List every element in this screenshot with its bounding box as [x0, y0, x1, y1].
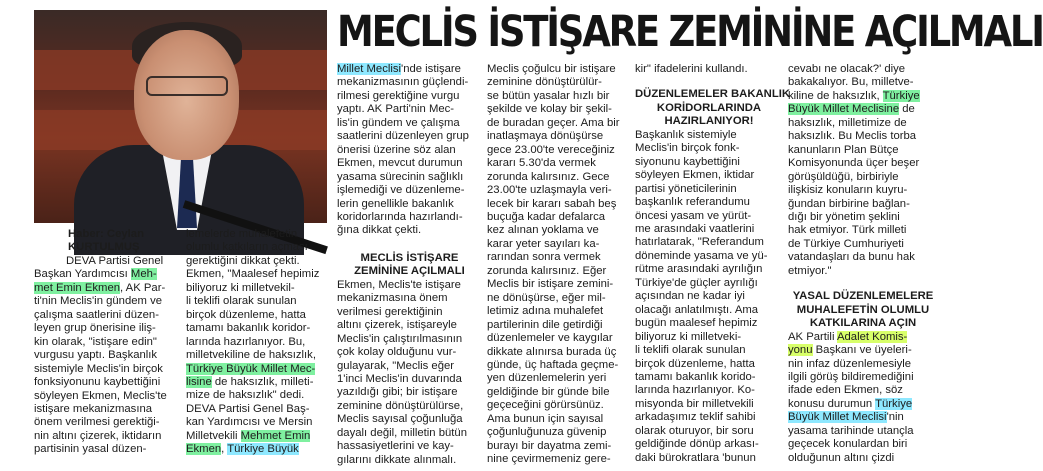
text-line: birçok düzenleme, hatta [635, 357, 755, 370]
text-line: hatırlatarak, "Referandum [635, 236, 764, 249]
text-line: inatlaşmaya dönüşürse [487, 130, 604, 143]
text-line: çalışma saatlerini düzen- [34, 308, 159, 321]
text-line: başkanlık referandumu [635, 196, 750, 209]
text-line: kin olarak, "istişare edin" [34, 335, 157, 348]
text-line: olarak oturuyor, bir soru [635, 424, 754, 437]
text-line: altını çizerek, istişareyle [337, 319, 457, 332]
text-line: gerektiğini dikkat çekti. [186, 254, 300, 267]
text-line: gulayarak, "Meclis eğer [337, 359, 455, 372]
text-line: Komisyonunda üçer beşer [788, 157, 920, 170]
text-run: de haksızlık, milleti- [211, 375, 314, 388]
text-line: zeminine dönüştürülürse, [337, 399, 464, 412]
text-line: dayalı değil, milletin bütün [337, 426, 467, 439]
text-line: Başkanlık sistemiyle [635, 128, 737, 141]
column-2 [186, 228, 331, 457]
text-line [788, 331, 938, 344]
text-line: leyen grup önerisine iliş- [34, 322, 156, 335]
text-line: kanunların Plan Bütçe [788, 143, 899, 156]
text-line: mekanizmasına önem [337, 292, 448, 305]
subheading: KATKILARINA AÇIN [809, 317, 917, 330]
text-line: kez alınan yoklama ve [487, 224, 599, 237]
text-line: vurgusu yaptı. Başkanlık [34, 349, 158, 362]
text-line: partisi yöneticilerinin [635, 182, 737, 195]
text-run: Başkan Yardımcısı [34, 268, 131, 281]
text-line: letimiz adına muhalefet [487, 305, 604, 318]
text-line: DEVA Partisi Genel Baş- [186, 402, 310, 415]
text-line: biliyoruz ki milletvekil- [186, 281, 295, 294]
text-line: dikkate alınırsa burada üç [487, 345, 617, 358]
text-line: daki bürokratlara 'bunun [635, 451, 756, 464]
text-line: ğundan birbirine bağlan- [788, 197, 910, 210]
text-line: DEVA Partisi Genel [66, 255, 164, 267]
text-line: görüşüldüğü, birbiriyle [788, 170, 899, 183]
text-line: li teklifi olarak sunulan [186, 295, 297, 308]
text-line: tamamı bakanlık korido- [635, 370, 756, 383]
text-line: açısından ne kadar iyi [635, 290, 745, 303]
text-line: me arasındaki vaatlerini [635, 222, 755, 235]
column-1 [68, 228, 196, 255]
text-line: Meclis'in çalıştırılmasının [337, 332, 463, 345]
highlight: Adalet Komis- [836, 330, 908, 343]
text-line: birçok düzenleme, hatta [186, 308, 306, 321]
text-line [788, 398, 938, 411]
text-line: rilmesi gerektiğine vurgu [337, 89, 460, 102]
text-line: sistemiyle Meclis'in birçok [34, 362, 163, 375]
highlight: yonu [788, 344, 813, 357]
column-5 [635, 63, 791, 465]
text-line: lerin genellikle bakanlık [337, 197, 454, 210]
text-line [186, 443, 331, 456]
text-line: nin infaz düzenlemesiyle [788, 357, 912, 370]
text-line: biliyoruz ki milletveki- [635, 330, 742, 343]
highlight: Türkiye Büyük [227, 443, 299, 456]
text-line: kararı 5.30'da vermek [487, 157, 596, 170]
text-run: AK Partili [788, 330, 837, 343]
text-line: 23.00'te uzlaşmayla veri- [487, 184, 612, 197]
highlight: Büyük Millet Meclisine [788, 103, 900, 116]
text-line [186, 363, 331, 376]
text-line: milletvekiline de haksızlık, [186, 349, 316, 362]
subheading: YASAL DÜZENLEMELERE [792, 290, 934, 303]
text-line: partisinin yasal düzen- [34, 443, 147, 456]
text-line: zorunda kalırsınız. Gece [487, 170, 610, 183]
text-line: çoğunluğunuza güvenip [487, 426, 607, 439]
column-1-body [34, 255, 194, 457]
text-line: zeminine dönüştürülür- [487, 76, 602, 89]
text-line: lemelerde muhalefetin [186, 228, 298, 240]
text-line: misyonda bir milletvekili [635, 397, 754, 410]
text-line [788, 90, 938, 103]
subheading: ZEMİNİNE AÇILMALI [354, 265, 465, 278]
text-line: li teklifi olarak sunulan [635, 344, 746, 357]
text-line: ilişkisiz konuların kuyru- [788, 184, 908, 197]
text-line: Ekmen, Meclis'te istişare [337, 278, 461, 291]
text-line: haksızlık. Bu Meclis torba [788, 130, 917, 143]
text-line: hak etmiyor. Türk milleti [788, 224, 907, 237]
text-line: etmiyor." [788, 264, 832, 277]
text-run: kiline de haksızlık, [788, 89, 883, 102]
text-line: istişare mekanizmasına [34, 402, 153, 415]
text-line: döneminde yasama ve yü- [635, 249, 768, 262]
text-run: Başkanı ve üyeleri- [812, 344, 912, 357]
text-line: lecek bir kararı sabah beş [487, 197, 617, 210]
text-line: haksızlık, milletimize de [788, 116, 907, 129]
text-line: cevabı ne olacak?' diye [788, 63, 906, 75]
text-line: partilerinin dile getirdiği [487, 318, 603, 331]
text-line: nine çevirmemeniz gere- [487, 453, 611, 466]
text-line: ilgili görüş bildiremediğini [788, 370, 914, 383]
highlight: met Emin Ekmen [34, 281, 121, 294]
text-line [186, 376, 331, 389]
text-line: geçecek konulardan biri [788, 438, 908, 451]
text-line: önerisi üzerine söz alan [337, 143, 456, 156]
text-line: Meclis'in birçok fonk- [635, 142, 740, 155]
text-line: nin altını çizerek, iktidarın [34, 429, 162, 442]
text-line: ne dönüşürse, eğer mil- [487, 291, 606, 304]
text-line: buçuğa kadar defalarca [487, 210, 606, 223]
text-line: gece 23.00'te vereceğiniz [487, 143, 615, 156]
text-line [34, 282, 194, 295]
text-run: 'nde istişare [401, 63, 461, 75]
text-line: yazıldığı gibi; bir istişare [337, 386, 458, 399]
highlight: Millet Meclisi [337, 63, 402, 75]
text-line: burayı bir dayatma zemi- [487, 439, 612, 452]
text-line: de buradan geçer. Ama bir [487, 116, 620, 129]
text-line: dığı bir yönetim şeklini [788, 210, 900, 223]
text-line: larında hazırlanıyor. Bu, [186, 335, 306, 348]
text-line: Ekmen, mevcut durumun [337, 157, 463, 170]
highlight: lisine [186, 375, 212, 388]
text-line: söyleyen Ekmen, Meclis'te [34, 389, 167, 402]
text-line: kir" ifadelerini kullandı. [635, 63, 748, 75]
text-line [186, 430, 331, 443]
text-line: ğına dikkat çekti. [337, 224, 422, 237]
text-line: rütme arasındaki ayrılığın [635, 263, 763, 276]
text-line: çok kolay olduğunu vur- [337, 346, 457, 359]
highlight: Meh- [130, 268, 157, 281]
text-line: siyonunu kaybettiğini [635, 155, 740, 168]
highlight: Büyük Millet Meclisi [788, 411, 887, 424]
text-line: bugün maalesef hepimiz [635, 317, 758, 330]
subheading: KORİDORLARINDA [656, 101, 762, 114]
text-line: arkadaşımız teklif sahibi [635, 411, 756, 424]
subheading: DÜZENLEMELER BAKANLIK [635, 88, 791, 101]
text-line: mize de haksızlık" dedi. [186, 389, 305, 402]
highlight: Mehmet Emin [240, 429, 311, 442]
text-line: işlemediği ve düzenleme- [337, 184, 465, 197]
column-3 [337, 63, 482, 467]
text-line: söyleyen Ekmen, iktidar [635, 169, 755, 182]
text-line: geldiğinde bir günde bile [487, 385, 610, 398]
text-line: hassasiyetlerini ve kay- [337, 440, 454, 453]
highlight: Türkiye [882, 89, 920, 102]
text-run: 'nin [886, 411, 904, 424]
subheading: MUHALEFETİN OLUMLU [796, 303, 930, 316]
text-line: ifade eden Ekmen, söz [788, 384, 903, 397]
text-line: Meclis bir istişare zemini- [487, 278, 614, 291]
column-4 [487, 63, 630, 467]
text-run: , [221, 443, 228, 456]
text-line: olduğunun altını çizdi [788, 451, 895, 464]
text-run: de [899, 103, 915, 116]
text-line: önem verilmesi gerektiği- [34, 416, 160, 429]
text-line [34, 268, 194, 281]
text-line: günde, üç haftada geçme- [487, 358, 619, 371]
text-line: öncesi yasam ve yürüt- [635, 209, 752, 222]
text-line: Meclis çoğulcu bir istişare [487, 63, 616, 75]
text-line: ti'nin Meclis'in gündem ve [34, 295, 163, 308]
text-line: yasama sürecinin sağlıklı [337, 170, 464, 183]
text-line: verilmesi gerektiğinin [337, 305, 443, 318]
text-run: konusu durumun [788, 397, 876, 410]
text-line: karar yeter sayıları ka- [487, 237, 600, 250]
text-run: , AK Par- [120, 281, 166, 294]
text-line: larında hazırlanıyor. Ko- [635, 384, 755, 397]
text-line: Ekmen, "Maalesef hepimiz [186, 268, 320, 281]
text-line: fonksiyonunu kaybettiğini [34, 376, 161, 389]
text-line: vatandaşları da bunu hak [788, 251, 915, 264]
text-line: 1'inci Meclis'in duvarında [337, 372, 462, 385]
article-photo [34, 10, 327, 223]
byline-line: Haber: Ceylan [68, 228, 144, 240]
subheading: HAZIRLANIYOR! [664, 115, 754, 128]
text-line: Türkiye'de güçler ayrılığı [635, 276, 758, 289]
text-line [788, 411, 938, 424]
text-line: saatlerini düzenleyen grup [337, 130, 469, 143]
highlight: Türkiye Büyük Millet Mec- [186, 362, 316, 375]
highlight: Ekmen [186, 443, 222, 456]
text-line: kan Yardımcısı ve Mersin [186, 416, 313, 429]
headline: MECLİS İSTİŞARE ZEMİNİNE AÇILMALI [337, 7, 1043, 57]
text-line [337, 63, 482, 76]
text-line: gılarını dikkate alınmalı. [337, 453, 457, 466]
text-line: de Türkiye Cumhuriyeti [788, 237, 904, 250]
text-line: tamamı bakanlık koridor- [186, 322, 311, 335]
text-line [788, 103, 938, 116]
highlight: Türkiye [875, 397, 913, 410]
subheading: MECLİS İSTİŞARE [360, 251, 459, 264]
text-line [788, 344, 938, 357]
text-line: yasama tarihinde utançla [788, 424, 914, 437]
text-line: olacağı anlatılmıştı. Ama [635, 303, 759, 316]
text-line: koridorlarında hazırlandı- [337, 210, 463, 223]
text-line: yen düzenlemelerin yeri [487, 372, 607, 385]
text-run: Milletvekili [186, 429, 241, 442]
text-line: bakakalıyor. Bu, milletve- [788, 76, 914, 89]
text-line: Meclis sayısal çoğunluğa [337, 413, 463, 426]
text-line: lis'in gündem ve çalışma [337, 116, 460, 129]
text-line: geldiğinde dönüp arkası- [635, 438, 759, 451]
column-6 [788, 63, 938, 465]
text-line: geçeceğini görürsünüz. [487, 399, 604, 412]
text-line: mekanizmasının güçlendi- [337, 76, 469, 89]
text-line: zorunda kalırsınız. Eğer [487, 264, 607, 277]
byline-line: KURTULMUŞ [68, 241, 140, 254]
text-line: yaptı. AK Parti'nin Mec- [337, 103, 455, 116]
text-line: Ama bunun için sayısal [487, 412, 604, 425]
text-line: olumlu katkıların açması [186, 241, 308, 254]
text-line: düzenlemeler ve kaygılar [487, 332, 613, 345]
text-line: rarından sonra vermek [487, 251, 601, 264]
text-line: se bütün yasalar hızlı bir [487, 89, 610, 102]
text-line: şekilde ve kolay bir şekil- [487, 103, 612, 116]
